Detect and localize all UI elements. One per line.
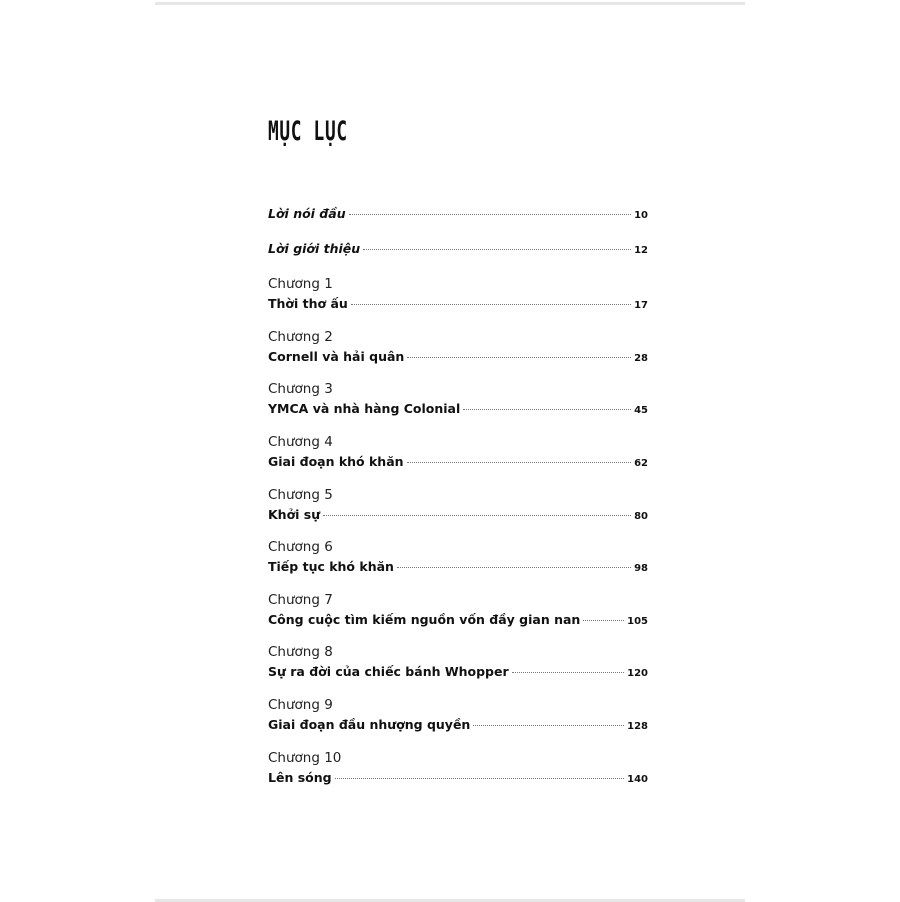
dot-leader (473, 725, 624, 726)
page-number: 128 (627, 721, 648, 732)
entry-title: YMCA và nhà hàng Colonial (268, 401, 461, 416)
entry-title: Giai đoạn khó khăn (268, 454, 404, 469)
toc-entry-chapter-4[interactable] (268, 432, 648, 472)
chapter-label: Chương 6 (268, 539, 333, 555)
page-number: 98 (634, 563, 648, 574)
dot-leader (397, 567, 631, 568)
chapter-label: Chương 5 (268, 487, 333, 503)
dot-leader (463, 409, 631, 410)
page-number: 17 (634, 300, 648, 311)
toc-entry-chapter-6[interactable] (268, 537, 648, 577)
toc-entry-chapter-5[interactable] (268, 485, 648, 525)
chapter-label: Chương 3 (268, 381, 333, 397)
page-number: 28 (634, 353, 648, 364)
entry-title: Sự ra đời của chiếc bánh Whopper (268, 664, 509, 679)
toc-title: MỤC LỤC (268, 116, 348, 147)
dot-leader (335, 778, 625, 779)
toc-entry-chapter-10[interactable] (268, 748, 648, 788)
toc-entry-chapter-1[interactable] (268, 274, 648, 314)
dot-leader (583, 620, 624, 621)
dot-leader (349, 214, 631, 215)
dot-leader (363, 249, 631, 250)
entry-title: Lời giới thiệu (268, 241, 361, 256)
chapter-label: Chương 10 (268, 750, 342, 766)
entry-title: Tiếp tục khó khăn (268, 559, 394, 574)
dot-leader (323, 515, 631, 516)
toc-entry-chapter-3[interactable] (268, 379, 648, 419)
entry-title: Lên sóng (268, 770, 332, 785)
chapter-label: Chương 1 (268, 276, 333, 292)
dot-leader (512, 672, 624, 673)
toc-entry-front-2[interactable] (268, 239, 648, 259)
entry-title: Lời nói đầu (268, 206, 346, 221)
dot-leader (407, 462, 632, 463)
page-number: 140 (627, 774, 648, 785)
toc-entry-chapter-7[interactable] (268, 590, 648, 630)
chapter-label: Chương 2 (268, 329, 333, 345)
page-number: 45 (634, 405, 648, 416)
entry-title: Khởi sự (268, 507, 321, 522)
page-number: 12 (634, 245, 648, 256)
chapter-label: Chương 7 (268, 592, 333, 608)
dot-leader (407, 357, 631, 358)
toc-entry-chapter-9[interactable] (268, 695, 648, 735)
chapter-label: Chương 8 (268, 644, 333, 660)
entry-title: Công cuộc tìm kiếm nguồn vốn đầy gian nan (268, 612, 581, 627)
page-number: 10 (634, 210, 648, 221)
chapter-label: Chương 9 (268, 697, 333, 713)
entry-title: Thời thơ ấu (268, 296, 348, 311)
toc-entry-front-1[interactable] (268, 204, 648, 224)
page-number: 105 (627, 616, 648, 627)
chapter-label: Chương 4 (268, 434, 333, 450)
entry-title: Giai đoạn đầu nhượng quyền (268, 717, 471, 732)
toc-entry-chapter-8[interactable] (268, 642, 648, 682)
toc-entry-chapter-2[interactable] (268, 327, 648, 367)
page-number: 62 (634, 458, 648, 469)
entry-title: Cornell và hải quân (268, 349, 405, 364)
page-number: 80 (634, 511, 648, 522)
page-number: 120 (627, 668, 648, 679)
dot-leader (351, 304, 631, 305)
